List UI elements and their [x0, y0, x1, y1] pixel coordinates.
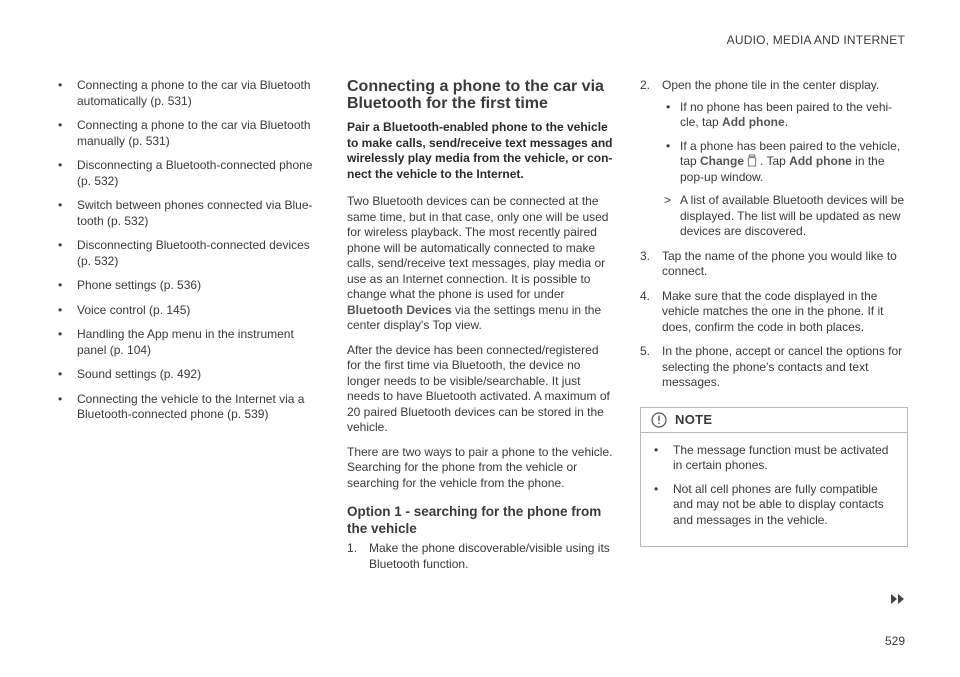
step-item: [640, 344, 908, 391]
step-sub-item: [662, 100, 908, 131]
sub-item-text: If a phone has been paired to the vehicle, tap: [680, 138, 901, 168]
result-arrow: >: [664, 193, 672, 207]
step-text: Make sure that the code displayed in the vehicle matches the one in the phone. If it does, confirm the code in both places.: [662, 288, 884, 334]
related-link[interactable]: • Disconnecting a Bluetooth-connected phone (p. 532): [55, 158, 325, 189]
steps-list: [347, 541, 615, 572]
result-text: A list of available Bluetooth devices will be displayed. The list will be updated as new devices are discovered.: [680, 193, 905, 238]
info-icon: [651, 412, 667, 428]
related-topics-column: [55, 78, 325, 432]
step-number: 5.: [640, 344, 651, 358]
paragraph-text: via the settings menu in the center display's Top view.: [347, 302, 602, 332]
note-item: • The message function must be activated in certain phones.: [651, 443, 897, 474]
related-link[interactable]: • Connecting a phone to the car via Bluetooth automatically (p. 531): [55, 78, 325, 109]
step-sub-list: [662, 100, 908, 186]
step-item: [640, 249, 908, 280]
sub-item-text: If no phone has been paired to the vehi-cle, tap: [680, 99, 893, 129]
article-title: Connecting a phone to the car via Bluetooth for the first time: [347, 78, 604, 112]
article-lead: Pair a Bluetooth-enabled phone to the vehicle to make calls, send/receive text messages and wirelessly play media from the vehicle, or con-nect the vehicle to the Internet.: [347, 120, 613, 181]
note-list: [641, 443, 907, 529]
note-label: NOTE: [675, 412, 713, 427]
double-chevron-right-icon[interactable]: [891, 594, 905, 604]
page-number: 529: [884, 634, 905, 648]
step-text: In the phone, accept or cancel the options for selecting the phone's contacts and text messages.: [662, 344, 903, 389]
step-result: [662, 193, 908, 240]
note-item: • Not all cell phones are fully compatible and may not be able to display contacts and messages in the vehicle.: [651, 482, 897, 529]
related-topics-list: [55, 78, 325, 423]
ui-term-change: Change: [700, 154, 745, 168]
step-text: Open the phone tile in the center display.: [662, 78, 880, 92]
sub-item-text: . Tap: [760, 154, 790, 168]
step-number: 4.: [640, 288, 651, 303]
step-item: [640, 289, 908, 336]
sub-item-text: in the pop-up window.: [680, 154, 885, 184]
note-header: [641, 408, 907, 433]
paragraph-registration: After the device has been connected/registered for the first time via Bluetooth, the device no longer needs to be visible/searchable. It just needs to have Bluetooth activated. A maximum of 20 paired Bluetooth devices can be stored in the vehicle.: [347, 342, 610, 434]
related-link[interactable]: • Phone settings (p. 536): [55, 278, 325, 294]
step-number: 2.: [640, 78, 651, 92]
related-link[interactable]: • Voice control (p. 145): [55, 303, 325, 319]
step-number: 1.: [347, 541, 358, 555]
sub-item-text: .: [784, 115, 789, 129]
related-link[interactable]: • Disconnecting Bluetooth-connected devices (p. 532): [55, 238, 325, 269]
page-header: AUDIO, MEDIA AND INTERNET: [726, 33, 905, 47]
option-heading: Option 1 - searching for the phone from the vehicle: [347, 504, 602, 536]
ui-term-add-phone: Add phone: [789, 154, 852, 168]
article-column: [347, 78, 615, 581]
related-link[interactable]: • Connecting the vehicle to the Internet via a Bluetooth-connected phone (p. 539): [55, 392, 325, 423]
change-phone-icon: [746, 154, 758, 167]
step-item: [640, 78, 908, 240]
ui-term-bluetooth-devices: Bluetooth Devices: [347, 302, 452, 317]
step-number: 3.: [640, 248, 651, 263]
steps-list-continued: [640, 78, 908, 391]
related-link[interactable]: • Handling the App menu in the instrument panel (p. 104): [55, 327, 325, 358]
note-box: [640, 407, 908, 548]
step-sub-item: [662, 139, 908, 186]
step-text: Tap the name of the phone you would like to connect.: [662, 248, 897, 278]
related-link[interactable]: • Connecting a phone to the car via Bluetooth manually (p. 531): [55, 118, 325, 149]
step-text: Make the phone discoverable/visible using its Bluetooth function.: [369, 541, 610, 571]
related-link[interactable]: • Switch between phones connected via Blue-tooth (p. 532): [55, 198, 325, 229]
paragraph-text: Two Bluetooth devices can be connected at the same time, but in that case, only one will be used for wireless playback. The most recently paired phone will be automatically connected to make calls, send/receive text messages, play media or use as an Internet connection. It is possible to change what the phone is used for under: [347, 194, 609, 301]
ui-term-add-phone: Add phone: [722, 115, 785, 129]
step-item: [347, 541, 615, 572]
paragraph-playback: [347, 194, 615, 334]
related-link[interactable]: • Sound settings (p. 492): [55, 367, 325, 383]
paragraph-pair-ways: There are two ways to pair a phone to the vehicle. Searching for the phone from the vehicle or searching for the vehicle from the phone.: [347, 444, 613, 490]
steps-column: [640, 78, 908, 547]
